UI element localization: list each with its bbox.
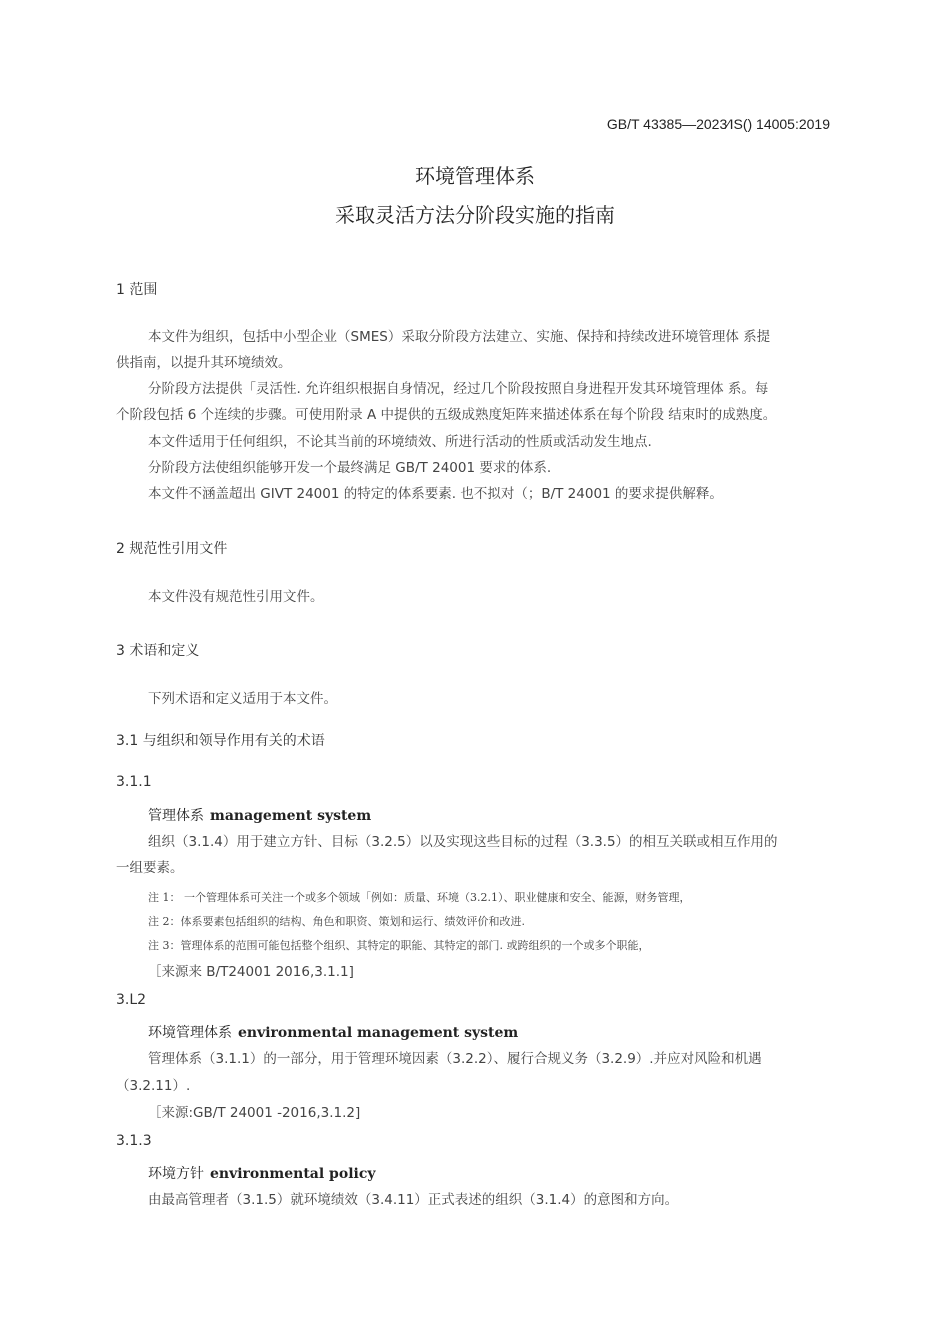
term-3-1-1-number: 3.1.1 — [116, 774, 152, 790]
section-1-paragraph-1-line-1: 本文件为组织，包括中小型企业（SMES）采取分阶段方法建立、实施、保持和持续改进环境管理体 系提 — [148, 329, 771, 345]
term-3-1-1-note-1: 注 1： 一个管理体系可关注一个或多个领域「例如：质量、环境（3.2.1）、职业健康和安全、能源，财务管理， — [148, 891, 691, 904]
term-3-1-3-definition: 由最高管理者（3.1.5）就环境绩效（3.4.11）正式表述的组织（3.1.4）的意图和方向。 — [148, 1192, 679, 1208]
section-2-paragraph-1: 本文件没有规范性引用文件。 — [148, 589, 324, 605]
section-1-paragraph-1-line-2: 供指南，以提升其环境绩效。 — [116, 355, 292, 371]
term-3-1-1-note-3: 注 3：管理体系的范围可能包括整个组织、其特定的职能、其特定的部门. 或跨组织的一个或多个职能， — [148, 939, 650, 952]
term-3-1-2-definition-line-2: （3.2.11）. — [116, 1078, 191, 1094]
standard-number: GB/T 43385—2023⁄IS() 14005:2019 — [606, 116, 830, 132]
term-3-1-3-en: environmental policy — [210, 1166, 376, 1182]
section-3-paragraph-1: 下列术语和定义适用于本文件。 — [148, 691, 337, 707]
term-3-1-3-name — [148, 1164, 375, 1184]
document-title-line-2: 采取灵活方法分阶段实施的指南 — [335, 203, 615, 227]
section-2-heading: 2 规范性引用文件 — [116, 541, 228, 557]
document-title-line-1: 环境管理体系 — [415, 164, 535, 188]
term-3-1-2-en: environmental management system — [238, 1025, 519, 1041]
term-3-1-1-zh: 管理体系 — [148, 808, 204, 824]
term-3-1-1-name — [148, 806, 371, 826]
section-1-heading: 1 范围 — [116, 282, 158, 298]
term-3-1-1-note-2: 注 2：体系要素包括组织的结构、角色和职资、策划和运行、绩效评价和改进. — [148, 915, 525, 928]
term-3-1-1-definition-line-1: 组织（3.1.4）用于建立方针、目标（3.2.5）以及实现这些目标的过程（3.3.5）的相互关联或相互作用的 — [148, 834, 778, 850]
section-1-paragraph-3: 本文件适用于任何组织，不论其当前的环境绩效、所进行活动的性质或活动发生地点. — [148, 434, 652, 450]
term-3-1-3-zh: 环境方针 — [148, 1166, 204, 1182]
term-3-1-1-definition-line-2: 一组要素。 — [116, 860, 184, 876]
term-3-1-2-name — [148, 1023, 518, 1043]
section-1-paragraph-5: 本文件不涵盖超出 GIVT 24001 的特定的体系要素. 也不拟对（；B/T 24001 的要求提供解释。 — [148, 486, 723, 502]
term-3-1-1-en: management system — [210, 808, 372, 824]
term-3-1-3-number: 3.1.3 — [116, 1133, 152, 1149]
term-3-1-2-number: 3.L2 — [116, 992, 147, 1008]
section-3-heading: 3 术语和定义 — [116, 643, 200, 659]
subsection-3-1-heading: 3.1 与组织和领导作用有关的术语 — [116, 733, 325, 749]
section-1-paragraph-2-line-1: 分阶段方法提供「灵活性. 允许组织根据自身情况，经过几个阶段按照自身进程开发其环境管理体 系。每 — [148, 381, 769, 397]
term-3-1-2-zh: 环境管理体系 — [148, 1025, 232, 1041]
section-1-paragraph-4: 分阶段方法使组织能够开发一个最终满足 GB/T 24001 要求的体系. — [148, 460, 552, 476]
section-1-paragraph-2-line-2: 个阶段包括 6 个连续的步骤。可使用附录 A 中提供的五级成熟度矩阵来描述体系在每个阶段 结束时的成熟度。 — [116, 407, 777, 423]
term-3-1-2-definition-line-1: 管理体系（3.1.1）的一部分，用于管理环境因素（3.2.2）、履行合规义务（3.2.9）.并应对风险和机遇 — [148, 1051, 762, 1067]
term-3-1-1-source: ［来源来 B/T24001 2016,3.1.1] — [148, 964, 354, 980]
term-3-1-2-source: ［来源:GB/T 24001 -2016,3.1.2] — [148, 1105, 361, 1121]
